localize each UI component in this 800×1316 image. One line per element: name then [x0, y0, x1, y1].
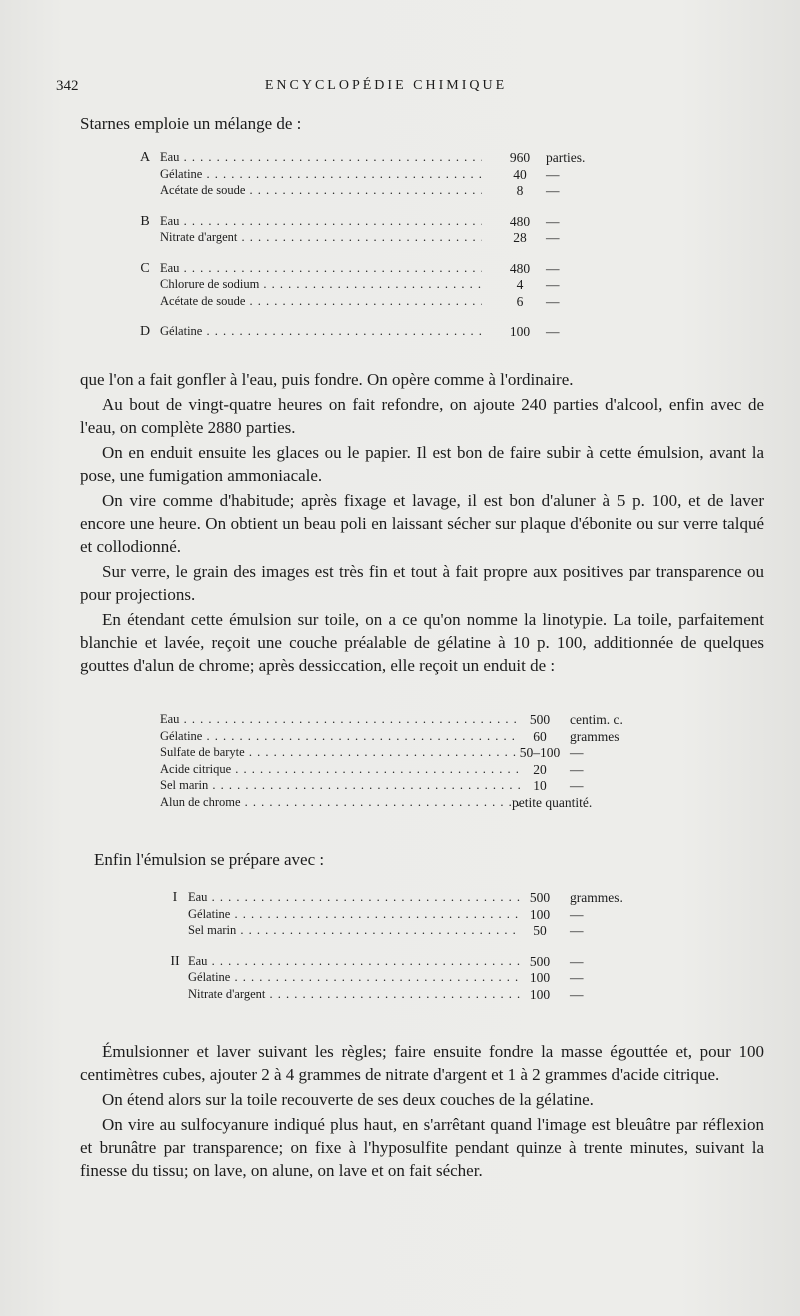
recipe-row [160, 778, 660, 795]
ingredient-quantity: 480 [509, 260, 531, 276]
intro-text: Starnes emploie un mélange de : [80, 114, 302, 133]
ingredient-name: Eau . . . [160, 214, 482, 229]
ingredient-unit: grammes. [570, 890, 623, 905]
ingredient-unit: — [570, 778, 584, 793]
recipe-row [160, 907, 660, 924]
body-paragraph: En étendant cette émulsion sur toile, on a ce qu'on nomme la linotypie. La toile, parfaitement blanchie et lavée, reçoit une couche préalable de gélatine à 10 p. 100, additionnée de quelques gouttes d'alun de chrome; après dessiccation, elle reçoit un enduit de : [80, 610, 764, 675]
ingredient-unit: centim. c. [570, 712, 623, 727]
ingredient-quantity: 4 [516, 277, 524, 292]
ingredient-quantity: 20 [533, 761, 547, 777]
recipe-row [160, 987, 660, 1004]
running-title: ENCYCLOPÉDIE CHIMIQUE [264, 78, 508, 93]
ingredient-name: Gélatine . . . [160, 167, 482, 182]
body-paragraph: On étend alors sur la toile recouverte de ses deux couches de la gélatine. [102, 1090, 594, 1109]
ingredient-name: Alun de chrome . . . [160, 795, 520, 810]
ingredient-name: Gélatine . . . [160, 324, 482, 339]
recipe-group [160, 890, 660, 940]
ingredient-unit: — [546, 260, 560, 276]
recipe-row [160, 970, 660, 987]
ingredient-name: Nitrate d'argent . . . [188, 987, 520, 1002]
ingredient-name: Acide citrique . . . [160, 762, 520, 777]
ingredient-quantity: 60 [533, 728, 547, 744]
ingredient-unit: — [546, 230, 560, 245]
ingredient-name: Sel marin . . . [188, 923, 520, 938]
recipe-row [160, 795, 660, 812]
ingredient-unit: — [570, 923, 584, 938]
ingredient-name: Eau . . . [188, 890, 520, 905]
ingredient-name: Gélatine . . . [160, 729, 520, 744]
ingredient-unit: — [546, 277, 560, 292]
recipe-linotypie [160, 712, 660, 811]
group-letter: I [172, 890, 178, 905]
ingredient-quantity: 500 [529, 953, 551, 969]
recipe-group [160, 954, 660, 1004]
ingredient-quantity: 100 [529, 986, 551, 1002]
ingredient-name: Eau . . . [188, 954, 520, 969]
ingredient-name: Chlorure de sodium . . . [160, 277, 482, 292]
recipe-row [160, 712, 660, 729]
recipe-row [160, 762, 660, 779]
recipe-row [160, 954, 660, 971]
ingredient-quantity: 480 [509, 213, 531, 229]
ingredient-name: Acétate de soude . . . [160, 294, 482, 309]
recipe-row [160, 729, 660, 746]
recipe-row [130, 214, 600, 231]
ingredient-name: Eau . . . [160, 712, 520, 727]
ingredient-quantity: 6 [516, 293, 524, 309]
ingredient-quantity: 100 [509, 324, 531, 339]
group-letter: A [139, 150, 151, 165]
ingredient-unit: — [546, 166, 560, 182]
group-letter: B [140, 213, 150, 229]
recipe-row [130, 150, 600, 167]
recipe-row [160, 923, 660, 940]
ingredient-name: Eau . . . [160, 150, 482, 165]
ingredient-quantity: 100 [529, 970, 551, 985]
ingredient-quantity: petite quantité. [512, 794, 593, 810]
recipe-row [130, 167, 600, 184]
ingredient-name: Acétate de soude . . . [160, 183, 482, 198]
ingredient-quantity: 8 [516, 183, 524, 198]
recipe-starnes [130, 150, 600, 341]
ingredient-unit: — [546, 213, 560, 229]
body-paragraph: On en enduit ensuite les glaces ou le papier. Il est bon de faire subir à cette émulsion, avant la pose, une fumigation ammoniacale. [80, 443, 764, 485]
body-paragraph: Au bout de vingt-quatre heures on fait refondre, on ajoute 240 parties d'alcool, enfin avec de l'eau, on complète 2880 parties. [80, 395, 764, 437]
ingredient-name: Nitrate d'argent . . . [160, 230, 482, 245]
ingredient-unit: — [570, 906, 584, 922]
body-paragraph: Émulsionner et laver suivant les règles; faire ensuite fondre la masse égouttée et, pour 100 centimètres cubes, ajouter 2 à 4 grammes de nitrate d'argent et 1 à 2 grammes d'acide citrique. [80, 1042, 764, 1084]
ingredient-unit: grammes [570, 728, 620, 744]
recipe-group [130, 261, 600, 311]
ingredient-name: Gélatine . . . [188, 970, 520, 985]
ingredient-unit: — [570, 953, 584, 969]
recipe-row [130, 324, 600, 341]
ingredient-name: Gélatine . . . [188, 907, 520, 922]
group-letter: II [170, 953, 180, 969]
recipe-row [160, 745, 660, 762]
ingredient-unit: parties. [546, 150, 586, 165]
ingredient-name: Sulfate de baryte . . . [160, 745, 520, 760]
recipe-row [160, 890, 660, 907]
body-paragraph: Sur verre, le grain des images est très fin et tout à fait propre aux positives par transparence ou pour projections. [80, 562, 764, 604]
ingredient-name: Eau . . . [160, 261, 482, 276]
recipe-group [130, 214, 600, 247]
ingredient-quantity: 50–100 [519, 745, 561, 760]
ingredient-unit: — [570, 745, 584, 760]
ingredient-quantity: 10 [533, 778, 547, 793]
intro-2-text: Enfin l'émulsion se prépare avec : [94, 850, 325, 869]
body-paragraph: On vire comme d'habitude; après fixage et lavage, il est bon d'aluner à 5 p. 100, et de laver encore une heure. On obtient un beau poli en laissant sécher sur plaque d'ébonite ou sur verre talqué et collodionné. [80, 491, 764, 556]
ingredient-quantity: 960 [509, 150, 531, 165]
ingredient-unit: — [570, 986, 584, 1002]
group-letter: C [140, 260, 150, 276]
ingredient-unit: — [546, 293, 560, 309]
recipe-group [130, 324, 600, 341]
group-letter: D [139, 324, 151, 339]
recipe-emulsion [160, 890, 660, 1003]
body-paragraph: que l'on a fait gonfler à l'eau, puis fondre. On opère comme à l'ordinaire. [80, 370, 574, 389]
body-paragraph: On vire au sulfocyanure indiqué plus haut, en s'arrêtant quand l'image est bleuâtre par réflexion et brunâtre par transparence; on fixe à l'hyposulfite pendant quinze à trente minutes, suivant la finesse du tissu; on lave, on alune, on lave et on fait sécher. [80, 1115, 764, 1180]
ingredient-unit: — [570, 970, 584, 985]
ingredient-quantity: 100 [529, 906, 551, 922]
page-header [56, 78, 716, 100]
ingredient-quantity: 40 [513, 166, 527, 182]
recipe-row [130, 261, 600, 278]
recipe-row [130, 230, 600, 247]
recipe-row [130, 183, 600, 200]
ingredient-unit: — [546, 324, 560, 339]
page-number: 342 [56, 78, 79, 94]
recipe-group [130, 150, 600, 200]
ingredient-unit: — [570, 761, 584, 777]
recipe-row [130, 277, 600, 294]
recipe-row [130, 294, 600, 311]
ingredient-unit: — [546, 183, 560, 198]
ingredient-quantity: 28 [513, 230, 527, 245]
ingredient-quantity: 50 [533, 923, 547, 938]
ingredient-name: Sel marin . . . [160, 778, 520, 793]
ingredient-quantity: 500 [529, 712, 551, 727]
ingredient-quantity: 500 [529, 890, 551, 905]
